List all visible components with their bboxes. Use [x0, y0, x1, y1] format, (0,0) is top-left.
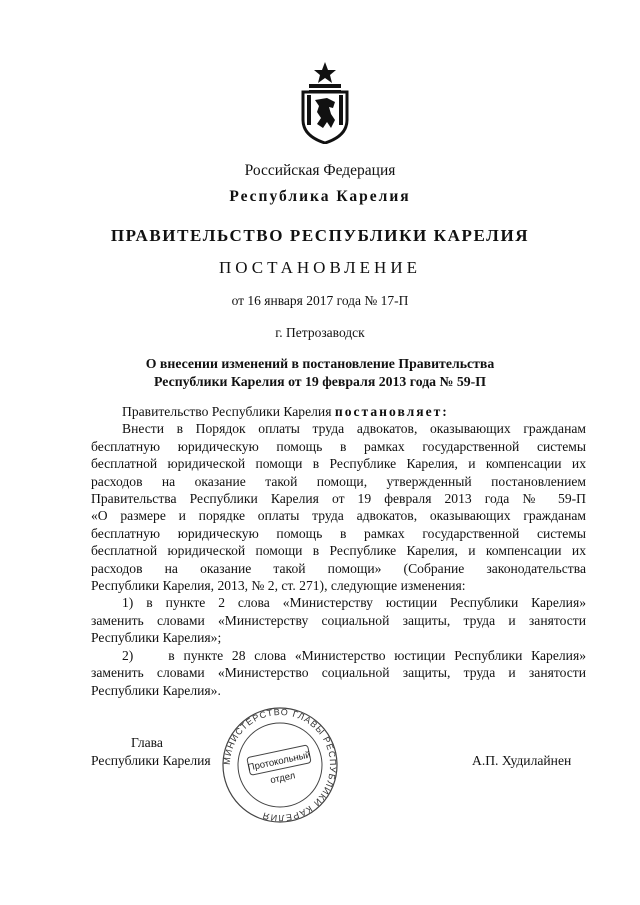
signature-title: Глава	[131, 735, 163, 750]
body-line: 1) в пункте 2 слова «Министерству юстиции Республики Карелия»	[122, 595, 586, 611]
coat-of-arms-emblem	[295, 62, 355, 144]
document-subject	[0, 355, 640, 391]
body-line: бесплатную юридическую помощь в рамках государственной системы	[91, 438, 586, 454]
document-city: г. Петрозаводск	[275, 325, 365, 340]
stamp-center-line: Протокольный	[246, 749, 312, 774]
body-line: заменить словами «Министерство социальной защиты, труда и занятости	[91, 665, 586, 681]
body-line: 2) в пункте 28 слова «Министерство юстиции Республики Карелия»	[122, 647, 586, 663]
subject-line: Республики Карелия от 19 февраля 2013 года № 59-П	[154, 374, 486, 389]
subject-line: О внесении изменений в постановление Правительства	[145, 356, 495, 371]
body-lead-text: Правительство Республики Карелия	[122, 404, 335, 419]
body-line: расходов на оказание такой помощи» (Собрание законодательства	[91, 560, 586, 576]
ministry-stamp	[215, 705, 345, 825]
signatory-name: А.П. Худилайнен	[472, 753, 572, 768]
document-body	[91, 403, 586, 699]
body-lead-decree: постановляет:	[334, 404, 449, 419]
body-line: Республики Карелия»;	[91, 630, 222, 646]
body-line: бесплатной юридической помощи в Республике Карелия, и компенсации их	[91, 456, 586, 472]
body-lead	[91, 403, 586, 420]
body-line: «О размере и порядке оплаты труда адвокатов, оказывающих гражданам	[91, 508, 586, 524]
body-line: бесплатную юридическую помощь в рамках государственной системы	[91, 525, 586, 541]
bear-shield-icon	[295, 62, 355, 144]
country-name: Российская Федерация	[244, 162, 396, 179]
body-line: Республики Карелия, 2013, № 2, ст. 271), следующие изменения:	[91, 578, 466, 594]
document-date-number: от 16 января 2017 года № 17-П	[231, 293, 409, 308]
signature-title: Республики Карелия	[91, 753, 211, 768]
stamp-center-line: отдел	[269, 770, 297, 787]
body-line: расходов на оказание такой помощи, утвержденный постановлением	[91, 473, 586, 489]
body-line: Республики Карелия».	[91, 682, 221, 698]
body-line: заменить словами «Министерству социальной защиты, труда и занятости	[91, 612, 586, 628]
body-line: Правительства Республики Карелия от 19 февраля 2013 года № 59-П	[91, 491, 586, 507]
round-stamp-icon	[215, 705, 345, 825]
republic-name: Республика Карелия	[229, 188, 411, 205]
body-line: бесплатной юридической помощи в Республике Карелия, и компенсации их	[91, 543, 586, 559]
stamp-ring-textpath: МИНИСТЕРСТВО ГЛАВЫ РЕСПУБЛИКИ КАРЕЛИЯ	[221, 706, 339, 824]
government-heading: ПРАВИТЕЛЬСТВО РЕСПУБЛИКИ КАРЕЛИЯ	[110, 226, 530, 245]
body-line: Внести в Порядок оплаты труда адвокатов, оказывающих гражданам	[122, 421, 586, 437]
document-type: ПОСТАНОВЛЕНИЕ	[218, 258, 421, 277]
